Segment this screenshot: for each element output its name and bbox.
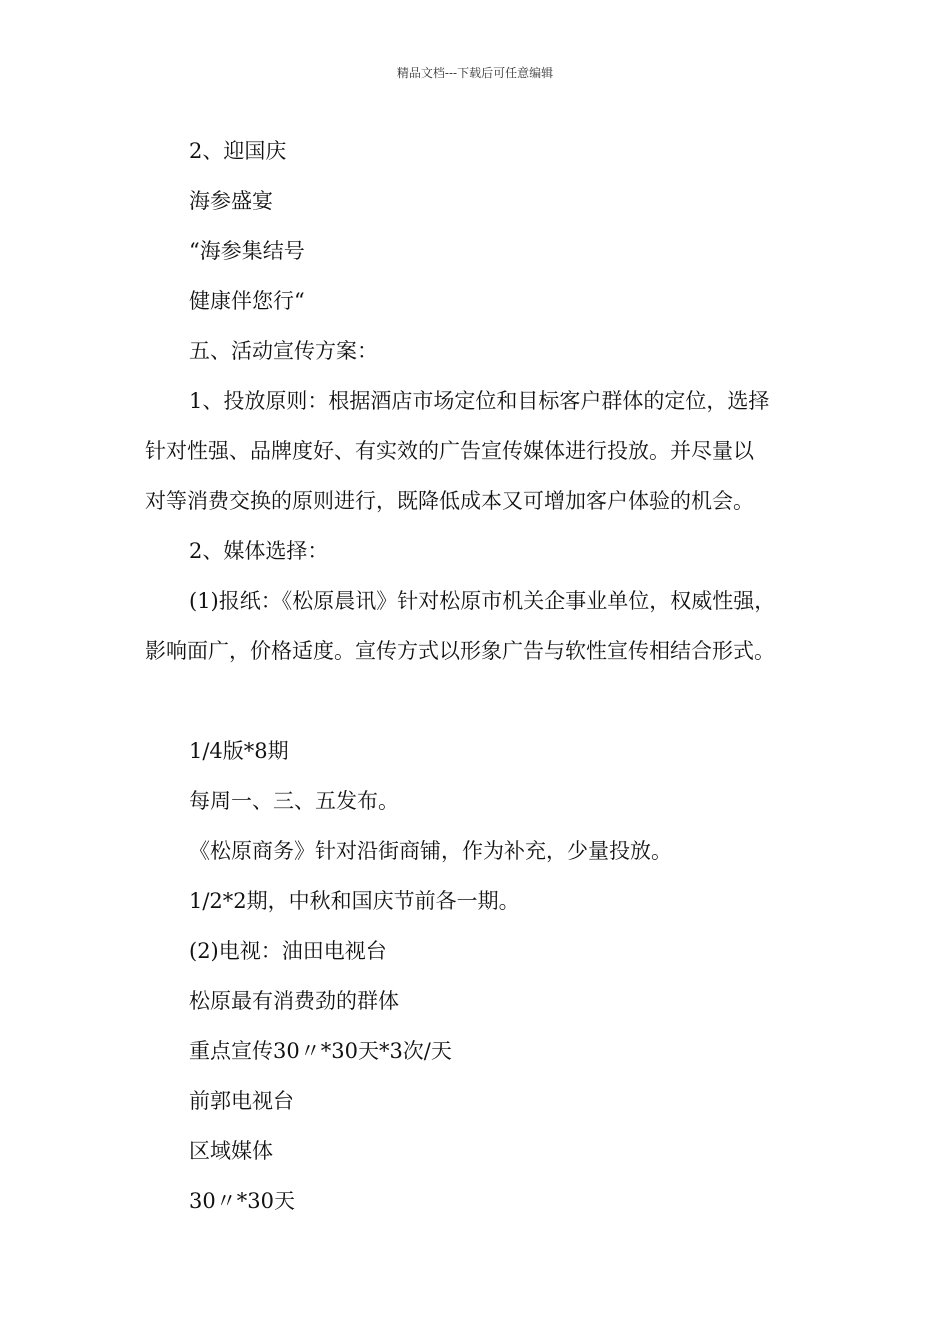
text-line: (1)报纸：《松原晨讯》针对松原市机关企事业单位，权威性强， [189,589,776,613]
text-line: 对等消费交换的原则进行，既降低成本又可增加客户体验的机会。 [145,489,754,513]
text-line: 影响面广，价格适度。宣传方式以形象广告与软性宣传相结合形式。 [145,639,775,663]
page-header: 精品文档---下载后可任意编辑 [396,66,554,80]
text-line: 2、迎国庆 [189,139,287,163]
section-heading: 五、活动宣传方案： [189,339,378,363]
text-line: 松原最有消费劲的群体 [189,989,399,1013]
text-line: 健康伴您行“ [189,289,305,313]
text-line: (2)电视：油田电视台 [189,939,387,963]
text-line: 1/4版*8期 [189,739,289,763]
text-line: 2、媒体选择： [189,539,329,563]
text-line: 1、投放原则：根据酒店市场定位和目标客户群体的定位，选择 [189,389,770,413]
text-line: 区域媒体 [189,1139,273,1163]
text-line: “海参集结号 [189,239,305,263]
text-line: 每周一、三、五发布。 [189,789,399,813]
text-line: 《松原商务》针对沿街商铺，作为补充，少量投放。 [189,839,672,863]
text-line: 重点宣传30〃*30天*3次/天 [189,1039,452,1063]
text-line: 1/2*2期，中秋和国庆节前各一期。 [189,889,520,913]
text-line: 海参盛宴 [189,189,273,213]
text-line: 30〃*30天 [189,1189,295,1213]
text-line: 前郭电视台 [189,1089,294,1113]
text-line: 针对性强、品牌度好、有实效的广告宣传媒体进行投放。并尽量以 [145,439,754,463]
